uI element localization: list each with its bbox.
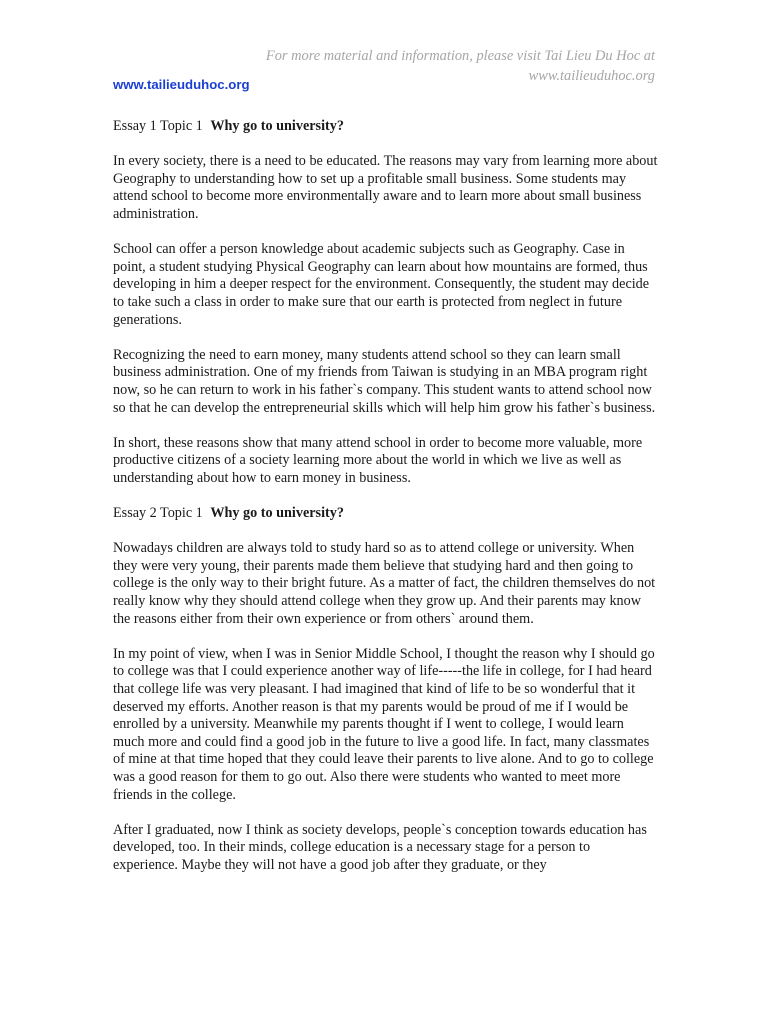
document-body <box>113 118 658 892</box>
essay-1-paragraph: Recognizing the need to earn money, many students attend school so they can learn small business administration. One of my friends from Taiwan is studying in an MBA program right now, so he can return to work in his father`s company. This student wants to attend school now so that he can develop the entrepreneurial skills which will help him grow his father`s business. <box>113 346 656 416</box>
essay-2-label: Essay 2 Topic 1 <box>113 505 203 522</box>
essay-1-paragraph: School can offer a person knowledge about academic subjects such as Geography. Case in point, a student studying Physical Geography can learn about how mountains are formed, thus developing in him a deeper respect for the environment. Consequently, the student may decide to take such a class in order to make sure that our earth is protected from neglect in future generations. <box>113 241 650 328</box>
header-note-line-2: www.tailieuduhoc.org <box>528 68 655 84</box>
essay-1-paragraph: In short, these reasons show that many attend school in order to become more valuable, more productive citizens of a society learning more about the world in which we live as well as understanding about how to earn money in business. <box>113 434 643 486</box>
essay-2-heading <box>113 505 658 523</box>
essay-2-paragraph: In my point of view, when I was in Senior Middle School, I thought the reason why I should go to college was that I could experience another way of life-----the life in college, for I had heard that college life was very pleasant. I had imagined that kind of life to be so wonderful that it deserved my efforts. Another reason is that my parents would be proud of me if I would be enrolled by a university. Meanwhile my parents thought if I went to college, I would learn much more and could find a good job in the future to live a good life. In fact, many classmates of mine at that time hoped that they could leave their parents to live alone. And to go to college was a good reason for them to go out. Also there were students who wanted to meet more friends in the college. <box>113 645 655 803</box>
essay-1-heading <box>113 118 658 136</box>
essay-1-label: Essay 1 Topic 1 <box>113 118 203 134</box>
essay-1-paragraph: In every society, there is a need to be educated. The reasons may vary from learning more about Geography to understanding how to set up a profitable small business. Some students may attend school to become more environmentally aware and to learn more about small business administration. <box>113 153 658 222</box>
header-note-line-1: For more material and information, please visit Tai Lieu Du Hoc at <box>265 48 655 64</box>
essay-1-title: Why go to university? <box>210 118 344 134</box>
essay-2-paragraph: Nowadays children are always told to study hard so as to attend college or university. When they were very young, their parents made them believe that studying hard and then going to college is the only way to their bright future. As a matter of fact, the children themselves do not really know why they should attend college when they grow up. And their parents may know the reasons either from their own experience or from others` around them. <box>113 540 656 627</box>
essay-2-paragraph: After I graduated, now I think as society develops, people`s conception towards education has developed, too. In their minds, college education is a necessary stage for a person to experience. Maybe they will not have a good job after they graduate, or they <box>113 821 647 873</box>
essay-2-title: Why go to university? <box>210 505 344 522</box>
site-link[interactable]: www.tailieuduhoc.org <box>113 77 250 92</box>
